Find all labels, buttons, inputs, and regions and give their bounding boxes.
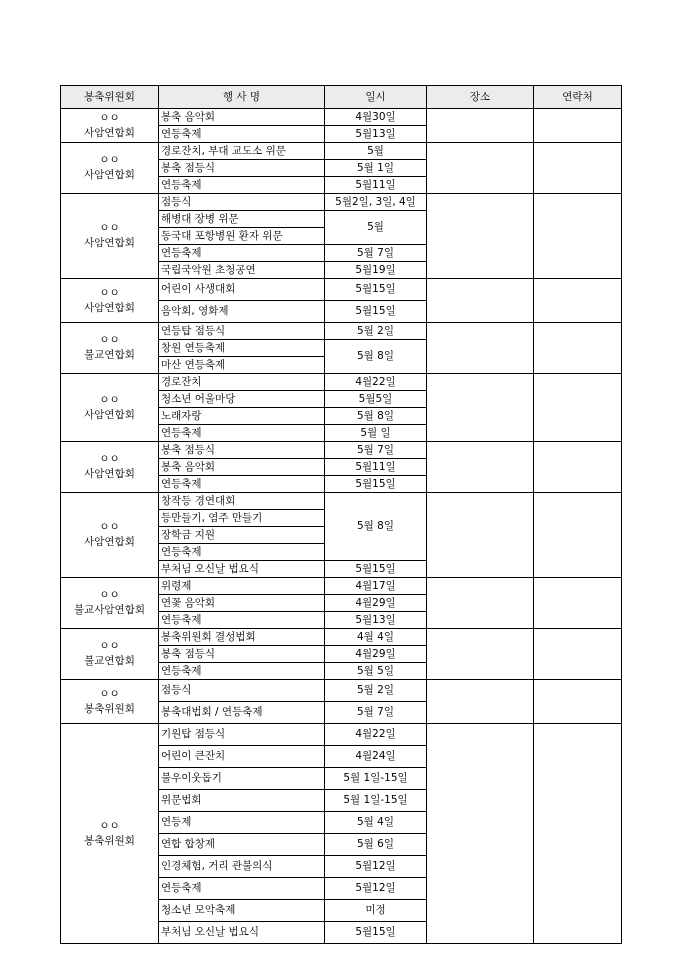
venue-cell	[427, 323, 534, 374]
event-name-cell: 국립국악원 초청공연	[159, 262, 325, 279]
event-date-cell: 5월 일	[325, 425, 427, 442]
table-row	[61, 680, 622, 702]
contact-cell	[534, 724, 622, 944]
event-date-cell: 5월 8일	[325, 493, 427, 561]
committee-name: 사암연합회	[84, 301, 135, 314]
event-name-cell: 해병대 장병 위문	[159, 211, 325, 228]
event-date-cell: 5월15일	[325, 279, 427, 301]
event-name-cell: 봉축 점등식	[159, 646, 325, 663]
event-date-cell: 4월22일	[325, 724, 427, 746]
committee-name: 사암연합회	[84, 169, 135, 181]
schedule-body	[61, 109, 622, 944]
event-name-cell: 점등식	[159, 680, 325, 702]
committee-mark: ㅇㅇ	[99, 393, 120, 406]
contact-cell	[534, 279, 622, 323]
event-name-cell: 음악회, 영화제	[159, 301, 325, 323]
table-row	[61, 143, 622, 160]
event-name-cell: 부처님 오신날 법요식	[159, 922, 325, 944]
event-name-cell: 연등축제	[159, 612, 325, 629]
table-row	[61, 629, 622, 646]
event-date-cell: 5월13일	[325, 612, 427, 629]
event-name-cell: 인경체험, 거리 관불의식	[159, 856, 325, 878]
committee-mark: ㅇㅇ	[99, 453, 120, 465]
event-name-cell: 연등축제	[159, 476, 325, 493]
event-date-cell: 5월11일	[325, 459, 427, 476]
event-name-cell: 연꽃 음악회	[159, 595, 325, 612]
event-name-cell: 연합 합창제	[159, 834, 325, 856]
committee-mark: ㅇㅇ	[99, 521, 120, 533]
event-date-cell: 5월15일	[325, 301, 427, 323]
event-name-cell: 어린이 큰잔치	[159, 746, 325, 768]
committee-name: 불교연합회	[84, 655, 135, 667]
event-name-cell: 불우이웃돕기	[159, 768, 325, 790]
event-name-cell: 연등축제	[159, 663, 325, 680]
committee-mark: ㅇㅇ	[99, 222, 120, 234]
event-name-cell: 연등축제	[159, 544, 325, 561]
committee-cell	[61, 143, 159, 194]
committee-cell	[61, 194, 159, 279]
committee-mark: ㅇㅇ	[99, 154, 120, 166]
event-name-cell: 창작등 경연대회	[159, 493, 325, 510]
event-name-cell: 기원탑 점등식	[159, 724, 325, 746]
event-date-cell: 5월13일	[325, 126, 427, 143]
event-name-cell: 위령제	[159, 578, 325, 595]
event-name-cell: 연등탑 점등식	[159, 323, 325, 340]
contact-cell	[534, 629, 622, 680]
table-row	[61, 374, 622, 391]
event-date-cell: 4월29일	[325, 646, 427, 663]
contact-cell	[534, 680, 622, 724]
event-date-cell: 5월11일	[325, 177, 427, 194]
event-name-cell: 봉축 점등식	[159, 160, 325, 177]
event-name-cell: 연등축제	[159, 425, 325, 442]
committee-cell	[61, 374, 159, 442]
committee-cell	[61, 578, 159, 629]
event-name-cell: 청소년 모악축제	[159, 900, 325, 922]
committee-cell	[61, 680, 159, 724]
event-schedule-table	[60, 85, 622, 944]
venue-cell	[427, 143, 534, 194]
committee-name: 사암연합회	[84, 468, 135, 480]
event-name-cell: 경로잔치, 부대 교도소 위문	[159, 143, 325, 160]
header-row	[61, 86, 622, 109]
event-name-cell: 봉축위원회 결성법회	[159, 629, 325, 646]
committee-name: 불교연합회	[84, 349, 135, 361]
event-name-cell: 장학금 지원	[159, 527, 325, 544]
committee-mark: ㅇㅇ	[99, 640, 120, 652]
event-date-cell: 5월	[325, 211, 427, 245]
committee-name: 사암연합회	[84, 536, 135, 548]
committee-mark: ㅇㅇ	[99, 334, 120, 346]
event-date-cell: 5월12일	[325, 878, 427, 900]
contact-cell	[534, 493, 622, 578]
event-date-cell: 5월19일	[325, 262, 427, 279]
event-name-cell: 노래자랑	[159, 408, 325, 425]
event-date-cell: 4월22일	[325, 374, 427, 391]
event-date-cell: 5월 7일	[325, 702, 427, 724]
event-name-cell: 창원 연등축제	[159, 340, 325, 357]
committee-mark: ㅇㅇ	[99, 687, 120, 700]
event-date-cell: 5월 4일	[325, 812, 427, 834]
table-row	[61, 109, 622, 126]
event-date-cell: 5월 1일	[325, 160, 427, 177]
event-date-cell: 5월 2일	[325, 680, 427, 702]
contact-cell	[534, 323, 622, 374]
table-row	[61, 323, 622, 340]
table-row	[61, 194, 622, 211]
event-date-cell: 5월	[325, 143, 427, 160]
table-row	[61, 578, 622, 595]
venue-cell	[427, 680, 534, 724]
committee-mark: ㅇㅇ	[99, 286, 120, 299]
contact-cell	[534, 374, 622, 442]
venue-cell	[427, 442, 534, 493]
event-name-cell: 연등축제	[159, 126, 325, 143]
venue-cell	[427, 109, 534, 143]
event-name-cell: 경로잔치	[159, 374, 325, 391]
event-date-cell: 미정	[325, 900, 427, 922]
event-date-cell: 5월15일	[325, 922, 427, 944]
event-name-cell: 등만들기, 염주 만들기	[159, 510, 325, 527]
committee-mark: ㅇㅇ	[99, 111, 120, 124]
committee-mark: ㅇㅇ	[99, 589, 120, 601]
event-name-cell: 청소년 어울마당	[159, 391, 325, 408]
event-name-cell: 연등축제	[159, 245, 325, 262]
contact-cell	[534, 109, 622, 143]
committee-cell	[61, 629, 159, 680]
venue-cell	[427, 279, 534, 323]
event-date-cell: 5월 1일-15일	[325, 790, 427, 812]
event-name-cell: 위문법회	[159, 790, 325, 812]
event-date-cell: 5월15일	[325, 561, 427, 578]
event-name-cell: 마산 연등축제	[159, 357, 325, 374]
venue-cell	[427, 493, 534, 578]
venue-cell	[427, 724, 534, 944]
venue-cell	[427, 194, 534, 279]
event-date-cell: 5월 5일	[325, 663, 427, 680]
event-date-cell: 5월 7일	[325, 442, 427, 459]
event-date-cell: 5월 8일	[325, 408, 427, 425]
committee-cell	[61, 493, 159, 578]
event-name-cell: 어린이 사생대회	[159, 279, 325, 301]
committee-name: 사암연합회	[84, 237, 135, 249]
committee-name: 사암연합회	[84, 408, 135, 421]
event-date-cell: 5월5일	[325, 391, 427, 408]
venue-cell	[427, 374, 534, 442]
event-date-cell: 5월 1일-15일	[325, 768, 427, 790]
event-name-cell: 봉축대법회 / 연등축제	[159, 702, 325, 724]
event-name-cell: 연등제	[159, 812, 325, 834]
table-row	[61, 442, 622, 459]
event-date-cell: 4월 4일	[325, 629, 427, 646]
header-event-name: 행 사 명	[159, 86, 325, 109]
committee-cell	[61, 279, 159, 323]
event-date-cell: 5월 6일	[325, 834, 427, 856]
committee-name: 불교사암연합회	[73, 604, 145, 616]
event-date-cell: 5월 2일	[325, 323, 427, 340]
event-name-cell: 봉축 점등식	[159, 442, 325, 459]
event-name-cell: 점등식	[159, 194, 325, 211]
committee-name: 봉축위원회	[84, 702, 135, 715]
header-committee: 봉축위원회	[61, 86, 159, 109]
header-venue: 장소	[427, 86, 534, 109]
committee-cell	[61, 323, 159, 374]
committee-cell	[61, 724, 159, 944]
contact-cell	[534, 578, 622, 629]
contact-cell	[534, 143, 622, 194]
committee-name: 사암연합회	[84, 126, 135, 139]
header-contact: 연락처	[534, 86, 622, 109]
event-name-cell: 봉축 음악회	[159, 109, 325, 126]
event-name-cell: 연등축제	[159, 177, 325, 194]
event-date-cell: 5월12일	[325, 856, 427, 878]
committee-mark: ㅇㅇ	[99, 819, 120, 832]
header-date: 일시	[325, 86, 427, 109]
event-name-cell: 부처님 오신날 법요식	[159, 561, 325, 578]
event-name-cell: 동국대 포항병원 환자 위문	[159, 228, 325, 245]
table-row	[61, 279, 622, 301]
event-date-cell: 5월2일, 3일, 4일	[325, 194, 427, 211]
event-date-cell: 5월15일	[325, 476, 427, 493]
event-date-cell: 4월30일	[325, 109, 427, 126]
event-date-cell: 4월24일	[325, 746, 427, 768]
event-date-cell: 5월 8일	[325, 340, 427, 374]
committee-cell	[61, 109, 159, 143]
event-name-cell: 봉축 음악회	[159, 459, 325, 476]
event-date-cell: 5월 7일	[325, 245, 427, 262]
committee-name: 봉축위원회	[84, 834, 135, 847]
contact-cell	[534, 194, 622, 279]
venue-cell	[427, 629, 534, 680]
contact-cell	[534, 442, 622, 493]
committee-cell	[61, 442, 159, 493]
venue-cell	[427, 578, 534, 629]
table-row	[61, 724, 622, 746]
event-name-cell: 연등축제	[159, 878, 325, 900]
event-date-cell: 4월29일	[325, 595, 427, 612]
table-row	[61, 493, 622, 510]
event-date-cell: 4월17일	[325, 578, 427, 595]
